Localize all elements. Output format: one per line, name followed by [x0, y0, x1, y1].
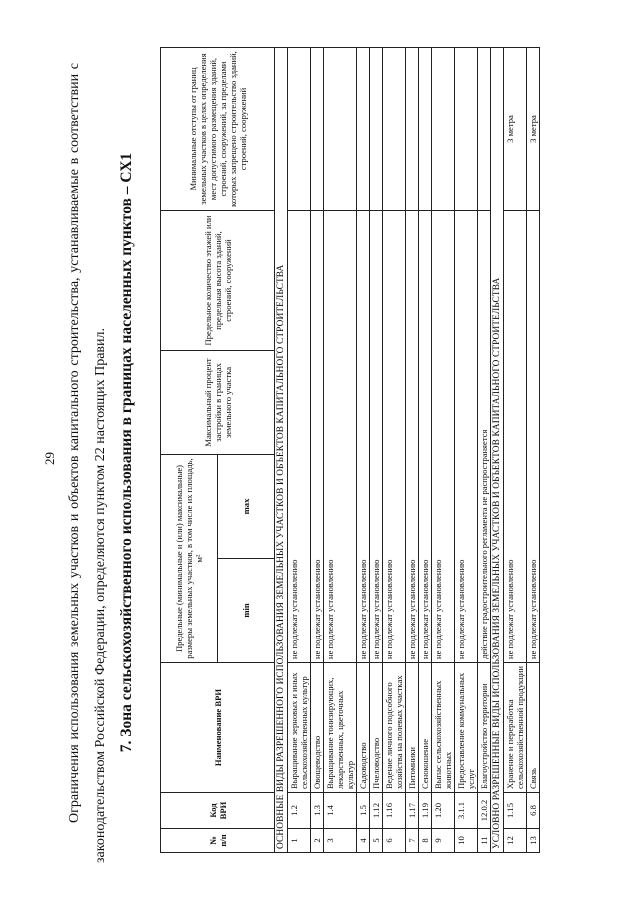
- row-number: 13: [527, 829, 540, 853]
- row-name: Овощеводство: [311, 663, 324, 793]
- header-percent: Максимальный процент застройки в границах земельного участка: [161, 351, 275, 455]
- row-setback: [419, 48, 432, 211]
- row-setback: 3 метра: [527, 48, 540, 211]
- row-setback: 3 метра: [504, 48, 527, 211]
- row-code: 12.0.2: [478, 793, 491, 829]
- row-name: Ведение личного подсобного хозяйства на полевых участках: [383, 663, 406, 793]
- section-heading: УСЛОВНО РАЗРЕШЕННЫЕ ВИДЫ ИСПОЛЬЗОВАНИЯ ЗЕМЕЛЬНЫХ УЧАСТКОВ И ОБЪЕКТОВ КАПИТАЛЬНОГО СТРОИТЕЛЬСТВА: [491, 48, 504, 853]
- section-row: [275, 48, 288, 853]
- page-number: 29: [42, 452, 57, 465]
- row-number: 10: [455, 829, 478, 853]
- row-regulation: не подлежат установлению: [419, 211, 432, 663]
- row-regulation: не подлежат установлению: [311, 211, 324, 663]
- row-number: 11: [478, 829, 491, 853]
- row-setback: [311, 48, 324, 211]
- table-row: [432, 48, 455, 853]
- row-number: 8: [419, 829, 432, 853]
- intro-paragraph: Ограничения использования земельных участков и объектов капитального строительства, устанавливаемые в соответствии с законодательством Российской Федерации, определяются пунктом 22 настоящих Правил.: [67, 63, 108, 863]
- table-row: [406, 48, 419, 853]
- row-name: Предоставление коммунальных услуг: [455, 663, 478, 793]
- row-number: 3: [324, 829, 357, 853]
- header-name: Наименование ВРИ: [161, 663, 275, 793]
- row-number: 6: [383, 829, 406, 853]
- row-number: 7: [406, 829, 419, 853]
- row-name: Благоустройство территории: [478, 663, 491, 793]
- row-code: 1.3: [311, 793, 324, 829]
- section-row: [491, 48, 504, 853]
- row-regulation: не подлежат установлению: [527, 211, 540, 663]
- table-row: [478, 48, 491, 853]
- row-regulation: не подлежат установлению: [383, 211, 406, 663]
- row-number: 12: [504, 829, 527, 853]
- row-regulation: не подлежат установлению: [288, 211, 311, 663]
- row-name: Выпас сельскохозяйственных животных: [432, 663, 455, 793]
- regulations-table: [160, 47, 540, 853]
- row-number: 5: [370, 829, 383, 853]
- table-row: [527, 48, 540, 853]
- row-name: Питомники: [406, 663, 419, 793]
- row-name: Пчеловодство: [370, 663, 383, 793]
- row-name: Садоводство: [357, 663, 370, 793]
- zone-title: 7. Зона сельскохозяйственного использования в границах населенных пунктов – СХ1: [118, 152, 135, 753]
- row-name: Сенокошение: [419, 663, 432, 793]
- header-sizes: Предельные (минимальные и (или) максимальные) размеры земельных участков, в том числе их площадь, м²: [161, 455, 218, 663]
- row-code: 1.12: [370, 793, 383, 829]
- table-row: [383, 48, 406, 853]
- row-name: Связь: [527, 663, 540, 793]
- table-row: [324, 48, 357, 853]
- row-regulation: не подлежат установлению: [370, 211, 383, 663]
- row-code: 6.8: [527, 793, 540, 829]
- row-regulation: не подлежат установлению: [504, 211, 527, 663]
- row-regulation: не подлежат установлению: [406, 211, 419, 663]
- row-code: 1.4: [324, 793, 357, 829]
- row-setback: [406, 48, 419, 211]
- row-code: 1.5: [357, 793, 370, 829]
- table-row: [357, 48, 370, 853]
- row-number: 2: [311, 829, 324, 853]
- row-name: Выращивание тонизирующих, лекарственных, цветочных культур: [324, 663, 357, 793]
- table-body: [275, 48, 540, 853]
- row-setback: [383, 48, 406, 211]
- row-setback: [370, 48, 383, 211]
- table-row: [288, 48, 311, 853]
- row-number: 4: [357, 829, 370, 853]
- row-code: 1.2: [288, 793, 311, 829]
- row-setback: [478, 48, 491, 211]
- table-row: [455, 48, 478, 853]
- table-row: [504, 48, 527, 853]
- header-max: max: [218, 455, 275, 559]
- table-row: [370, 48, 383, 853]
- row-code: 3.1.1: [455, 793, 478, 829]
- header-setbacks: Минимальные отступы от границ земельных участков в целях определения мест допустимого размещения зданий, строений, сооружений, за пределами которых запрещено строительство зданий, строений, сооружений: [161, 48, 275, 211]
- row-setback: [288, 48, 311, 211]
- section-heading: ОСНОВНЫЕ ВИДЫ РАЗРЕШЕННОГО ИСПОЛЬЗОВАНИЯ ЗЕМЕЛЬНЫХ УЧАСТКОВ И ОБЪЕКТОВ КАПИТАЛЬНОГО СТРОИТЕЛЬСТВА: [275, 48, 288, 853]
- row-regulation: не подлежат установлению: [357, 211, 370, 663]
- row-setback: [455, 48, 478, 211]
- row-code: 1.17: [406, 793, 419, 829]
- header-code: Код ВРИ: [161, 793, 275, 829]
- header-floors: Предельное количество этажей или предельная высота зданий, строений, сооружений: [161, 211, 275, 351]
- row-setback: [432, 48, 455, 211]
- row-code: 1.20: [432, 793, 455, 829]
- table-row: [419, 48, 432, 853]
- header-num: № п/п: [161, 829, 275, 853]
- row-regulation: действие градостроительного регламента не распространяется: [478, 211, 491, 663]
- row-name: Выращивание зерновых и иных сельскохозяйственных культур: [288, 663, 311, 793]
- row-code: 1.15: [504, 793, 527, 829]
- row-code: 1.16: [383, 793, 406, 829]
- row-number: 1: [288, 829, 311, 853]
- header-min: min: [218, 559, 275, 663]
- row-regulation: не подлежат установлению: [324, 211, 357, 663]
- row-setback: [357, 48, 370, 211]
- row-regulation: не подлежат установлению: [455, 211, 478, 663]
- table-row: [311, 48, 324, 853]
- row-setback: [324, 48, 357, 211]
- row-number: 9: [432, 829, 455, 853]
- row-code: 1.19: [419, 793, 432, 829]
- row-regulation: не подлежат установлению: [432, 211, 455, 663]
- row-name: Хранение и переработка сельскохозяйственной продукции: [504, 663, 527, 793]
